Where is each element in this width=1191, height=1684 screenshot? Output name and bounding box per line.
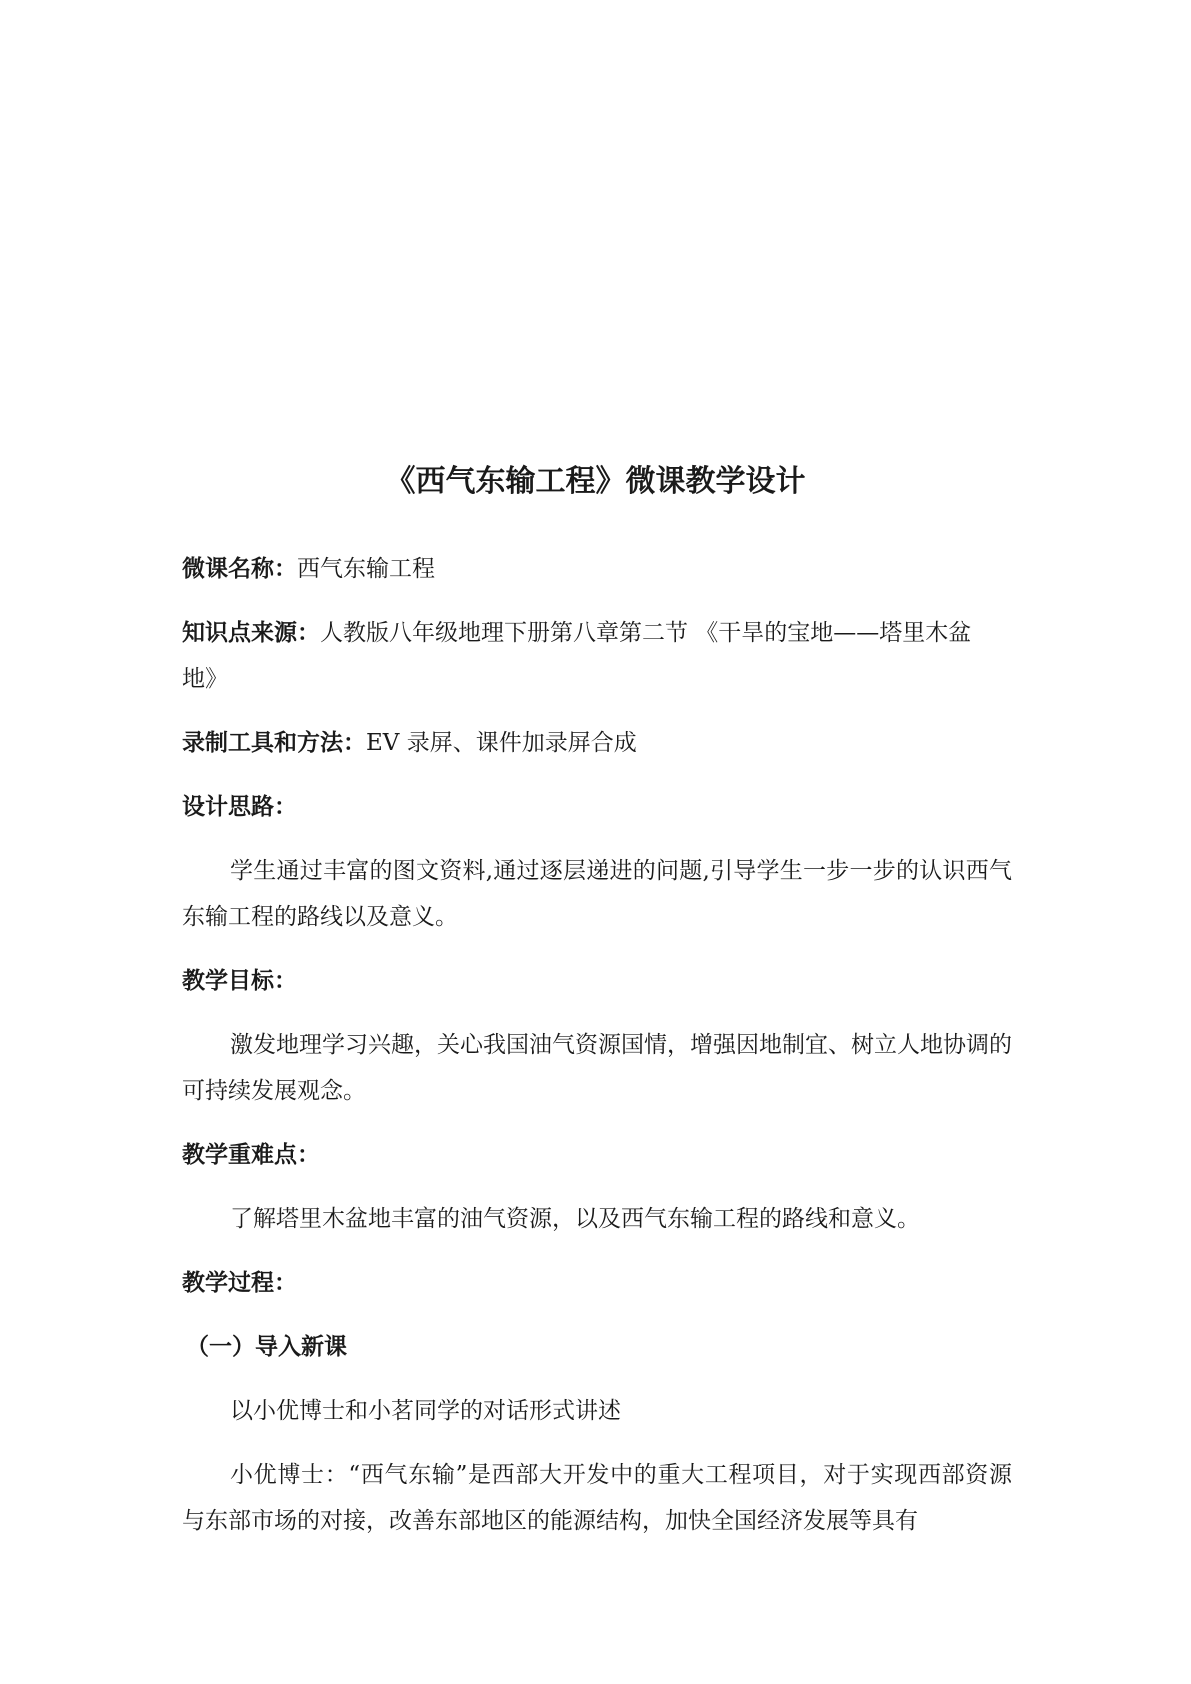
teaching-process-label: 教学过程： [182, 1270, 297, 1296]
teaching-process-heading [182, 1260, 1012, 1306]
document-title: 《西气东输工程》微课教学设计 [385, 464, 806, 499]
section-heading [186, 1324, 1016, 1370]
source-value-line1: 人教版八年级地理下册第八章第二节 《干旱的宝地——塔里木盆 [320, 620, 972, 646]
source-value-line2: 地》 [182, 666, 228, 692]
section1-intro [230, 1388, 1012, 1434]
tools-value: EV 录屏、课件加录屏合成 [366, 730, 637, 756]
section1-heading: （一）导入新课 [186, 1334, 347, 1360]
key-points-heading [182, 1132, 1012, 1178]
course-name-line [182, 546, 1012, 592]
course-name-value: 西气东输工程 [297, 556, 435, 582]
section1-dialog-paragraph: 小优博士：“西气东输”是西部大开发中的重大工程项目，对于实现西部资源与东部市场的对接，改善东部地区的能源结构，加快全国经济发展等具有 [182, 1462, 1012, 1534]
section1-intro-text: 以小优博士和小茗同学的对话形式讲述 [230, 1398, 621, 1424]
key-points-label: 教学重难点： [182, 1142, 320, 1168]
course-name-label: 微课名称： [182, 556, 297, 582]
teaching-goal-label: 教学目标： [182, 968, 297, 994]
key-points-paragraph: 了解塔里木盆地丰富的油气资源，以及西气东输工程的路线和意义。 [230, 1206, 920, 1232]
tools-label: 录制工具和方法： [182, 730, 366, 756]
teaching-goal-paragraph: 激发地理学习兴趣，关心我国油气资源国情，增强因地制宜、树立人地协调的可持续发展观念。 [182, 1032, 1012, 1104]
design-idea-paragraph: 学生通过丰富的图文资料,通过逐层递进的问题,引导学生一步一步的认识西气东输工程的路线以及意义。 [182, 858, 1012, 930]
source-label: 知识点来源： [182, 620, 320, 646]
source-line [182, 610, 1012, 656]
tools-line [182, 720, 1012, 766]
teaching-goal-heading [182, 958, 1012, 1004]
design-idea-heading [182, 784, 1012, 830]
design-idea-label: 设计思路： [182, 794, 297, 820]
source-line-cont [182, 656, 1012, 702]
